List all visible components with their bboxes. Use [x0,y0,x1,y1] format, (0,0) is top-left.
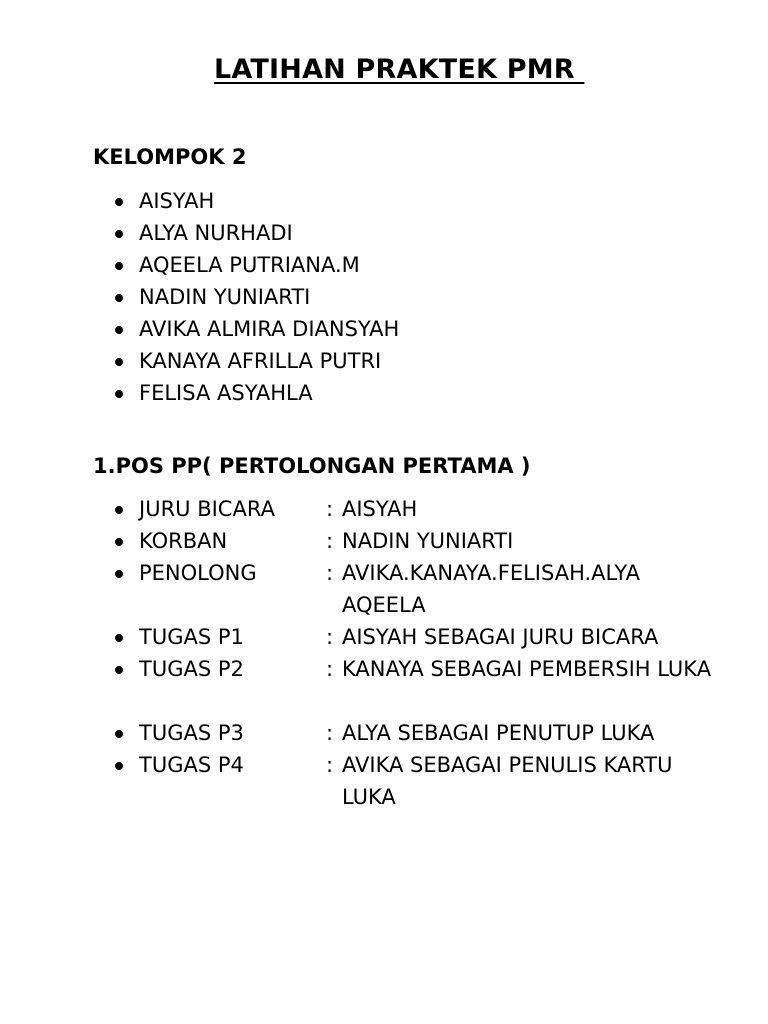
role-label: PENOLONG [139,561,257,585]
member-item: AISYAH [112,185,399,217]
role-item [112,557,722,621]
role-separator: : [326,497,334,521]
role-value: AVIKA.KANAYA.FELISAH.ALYA AQEELA [342,561,640,617]
role-value: AISYAH SEBAGAI JURU BICARA [342,625,659,649]
member-item: ALYA NURHADI [112,217,399,249]
member-item: KANAYA AFRILLA PUTRI [112,345,399,377]
role-item [112,653,722,717]
role-value: AISYAH [342,497,418,521]
role-label: JURU BICARA [139,497,275,521]
member-item: FELISA ASYAHLA [112,377,399,409]
role-item [112,621,722,653]
role-item [112,717,722,749]
member-list [112,185,399,409]
role-label: KORBAN [139,529,228,553]
role-item [112,525,722,557]
role-label: TUGAS P2 [139,657,244,681]
role-separator: : [326,657,334,681]
document-title: LATIHAN PRAKTEK PMR [214,54,585,85]
section-heading: 1.POS PP( PERTOLONGAN PERTAMA ) [93,454,531,478]
member-item: AVIKA ALMIRA DIANSYAH [112,313,399,345]
role-value: KANAYA SEBAGAI PEMBERSIH LUKA [342,657,712,681]
role-label: TUGAS P3 [139,721,244,745]
role-item [112,749,722,813]
role-separator: : [326,721,334,745]
role-item [112,493,722,525]
member-item: AQEELA PUTRIANA.M [112,249,399,281]
group-heading: KELOMPOK 2 [93,145,247,169]
role-separator: : [326,561,334,585]
role-value: AVIKA SEBAGAI PENULIS KARTU LUKA [342,753,673,809]
role-label: TUGAS P1 [139,625,244,649]
role-value: ALYA SEBAGAI PENUTUP LUKA [342,721,655,745]
member-item: NADIN YUNIARTI [112,281,399,313]
role-value: NADIN YUNIARTI [342,529,514,553]
role-list [112,493,722,813]
role-separator: : [326,625,334,649]
role-separator: : [326,753,334,777]
role-separator: : [326,529,334,553]
role-label: TUGAS P4 [139,753,244,777]
